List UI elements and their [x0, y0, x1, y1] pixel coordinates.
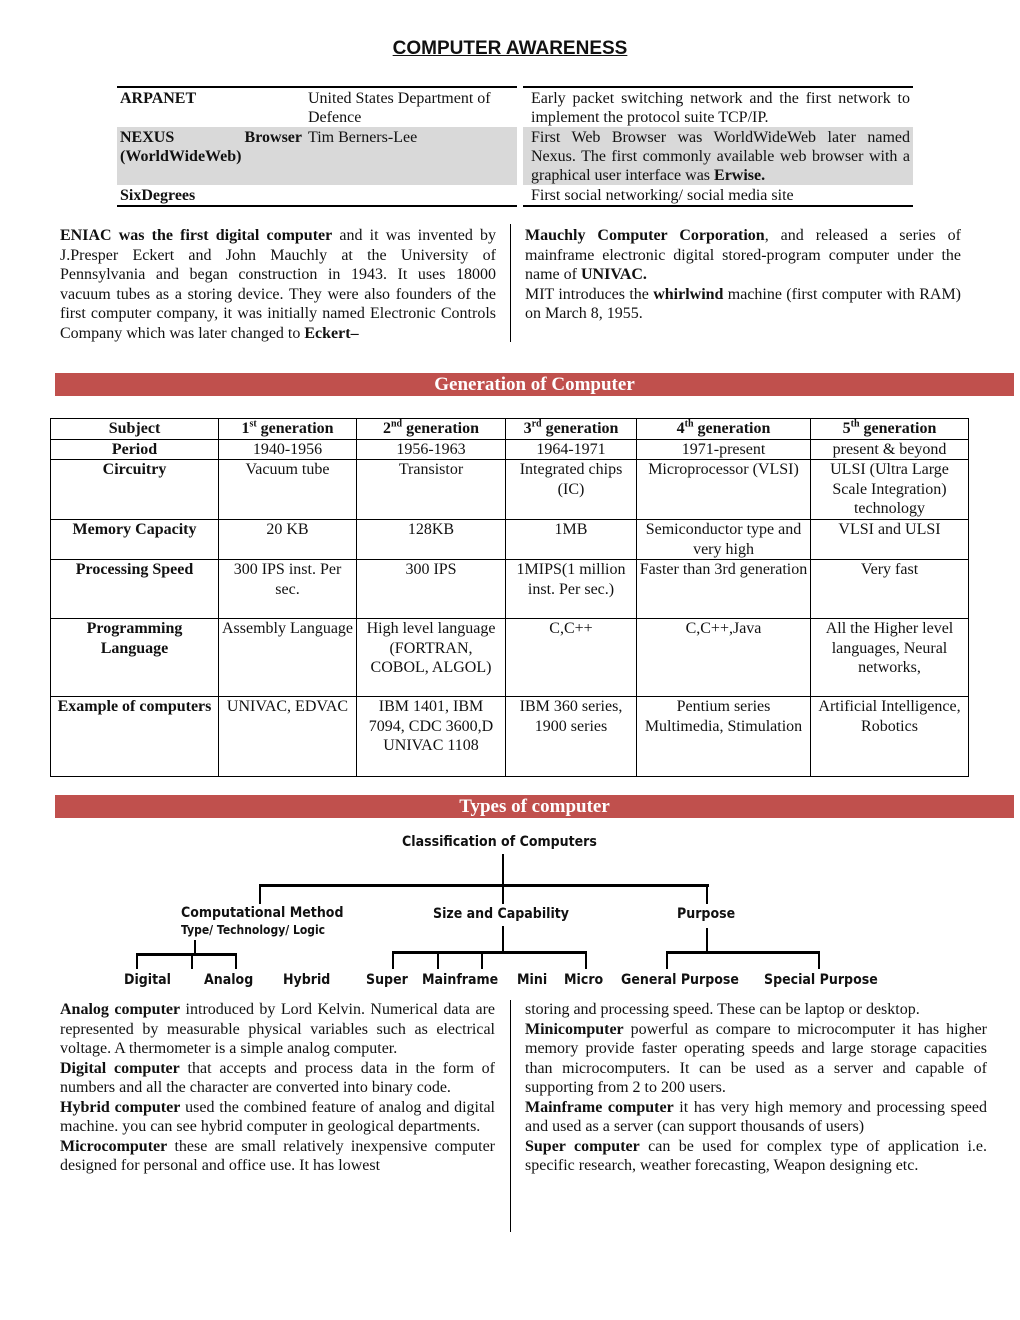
table-cell: 300 IPS inst. Per sec.	[219, 560, 357, 619]
header-label: generation	[693, 420, 771, 437]
column-divider	[510, 1000, 511, 1232]
table-cell: UNIVAC, EDVAC	[219, 697, 357, 777]
header-label: Subject	[108, 420, 161, 437]
connector-line	[136, 953, 138, 969]
table-row	[117, 87, 913, 127]
row-header: Memory Capacity	[51, 520, 219, 560]
connector-line	[502, 884, 504, 904]
table-cell: IBM 360 series, 1900 series	[506, 697, 637, 777]
table-cell: High level language (FORTRAN, COBOL, ALGOL)	[357, 619, 506, 697]
table-cell: Transistor	[357, 460, 506, 520]
connector-line	[136, 953, 237, 956]
ordinal-suffix: nd	[391, 418, 403, 430]
row-header: Period	[51, 439, 219, 460]
table-cell: Microprocessor (VLSI)	[637, 460, 811, 520]
diagram-method: Computational Method	[181, 905, 344, 921]
bold-term: UNIVAC.	[580, 266, 647, 283]
connector-line	[666, 951, 668, 969]
diagram-root: Classification of Computers	[402, 834, 597, 850]
table-row	[51, 439, 969, 460]
diagram-leaf-mainframe: Mainframe	[422, 972, 499, 988]
inventions-table	[117, 86, 913, 207]
table-row	[51, 619, 969, 697]
table-cell: C,C++	[506, 619, 637, 697]
ordinal-suffix: th	[850, 418, 860, 430]
types-left-paragraph	[60, 1000, 495, 1176]
section-header-generation: Generation of Computer	[55, 373, 1014, 396]
diagram-size: Size and Capability	[433, 906, 570, 922]
connector-line	[259, 884, 261, 904]
row-header: Processing Speed	[51, 560, 219, 619]
generations-table	[50, 418, 969, 777]
invention-by: United States Department of Defence	[305, 87, 520, 127]
connector-line	[481, 951, 483, 969]
table-cell: present & beyond	[811, 439, 969, 460]
table-cell: Vacuum tube	[219, 460, 357, 520]
section-header-types: Types of computer	[55, 795, 1014, 818]
header-label: generation	[256, 420, 334, 437]
connector-line	[502, 854, 504, 886]
column-header	[637, 419, 811, 440]
diagram-leaf-mini: Mini	[517, 972, 548, 988]
paragraph-text: that accepts and process data in the form of numbers and all the character are converted into binary code.	[60, 1059, 495, 1096]
header-label: generation	[541, 420, 619, 437]
table-cell: Artificial Intelligence, Robotics	[811, 697, 969, 777]
ordinal-number: 1	[241, 420, 250, 437]
bold-term: Mainframe computer	[525, 1098, 674, 1116]
connector-line	[585, 951, 587, 969]
table-row	[51, 560, 969, 619]
table-cell: 20 KB	[219, 520, 357, 560]
invention-by	[305, 185, 520, 206]
bold-term: ENIAC was the first digital computer	[60, 227, 333, 244]
paragraph-text: storing and processing speed. These can be laptop or desktop.	[525, 1001, 920, 1018]
invention-by: Tim Berners-Lee	[305, 127, 520, 185]
intro-right-paragraph	[525, 226, 961, 324]
diagram-leaf-analog: Analog	[204, 972, 254, 988]
connector-line	[502, 926, 504, 954]
connector-line	[666, 951, 820, 954]
column-header	[219, 419, 357, 440]
diagram-leaf-micro: Micro	[564, 972, 604, 988]
page-title: COMPUTER AWARENESS	[392, 38, 628, 59]
paragraph-text: machine (first computer with RAM) on March 8, 1955.	[525, 285, 961, 322]
ordinal-number: 5	[842, 420, 851, 437]
diagram-leaf-digital: Digital	[124, 972, 171, 988]
table-cell: 1MIPS(1 million inst. Per sec.)	[506, 560, 637, 619]
paragraph-text: , and released a series of mainframe electronic digital stored-program computer under the name of	[525, 227, 961, 283]
bold-term: Digital computer	[60, 1059, 180, 1077]
bold-term: whirlwind	[653, 285, 724, 303]
bold-term: Hybrid computer	[60, 1098, 181, 1116]
invention-name: ARPANET	[120, 90, 197, 107]
diagram-leaf-general-purpose: General Purpose	[621, 972, 739, 988]
table-cell: 300 IPS	[357, 560, 506, 619]
connector-line	[706, 928, 708, 953]
table-cell: Pentium series Multimedia, Stimulation	[637, 697, 811, 777]
table-header-row	[51, 419, 969, 440]
header-label: generation	[859, 420, 937, 437]
invention-desc: First social networking/ social media site	[520, 185, 913, 206]
column-header	[506, 419, 637, 440]
table-cell: C,C++,Java	[637, 619, 811, 697]
header-label: generation	[402, 420, 479, 437]
table-cell: ULSI (Ultra Large Scale Integration) technology	[811, 460, 969, 520]
diagram-leaf-hybrid: Hybrid	[283, 972, 331, 988]
column-divider	[510, 224, 511, 342]
connector-line	[259, 884, 709, 887]
table-row	[117, 127, 913, 185]
paragraph-text: MIT introduces the	[525, 285, 654, 303]
bold-term: Analog computer	[60, 1001, 181, 1018]
diagram-leaf-special-purpose: Special Purpose	[764, 972, 878, 988]
table-cell: 1MB	[506, 520, 637, 560]
invention-name: NEXUS Browser (WorldWideWeb)	[120, 129, 302, 165]
paragraph-text: and it was invented by J.Presper Eckert and John Mauchly at the University of Pennsylvania and began construction in 1943. It uses 18000 vacuum tubes as a storing device. They were also founders of the first computer company, it was initially named Electronic Controls Company which was later changed to	[60, 227, 497, 342]
connector-line	[706, 884, 708, 904]
connector-line	[392, 951, 587, 954]
paragraph-text: introduced by Lord Kelvin. Numerical data are represented by measurable physical variables such as electrical voltage. A thermometer is a simple analog computer.	[60, 1001, 495, 1057]
table-cell: Faster than 3rd generation	[637, 560, 811, 619]
diagram-leaf-super: Super	[366, 972, 408, 988]
column-header	[357, 419, 506, 440]
paragraph-text: these are small relatively inexpensive computer designed for personal and office use. It has lowest	[60, 1137, 495, 1174]
paragraph-text: used the combined feature of analog and digital machine. you can see hybrid computer in geological departments.	[60, 1098, 495, 1135]
bold-term: Eckert–	[304, 324, 359, 342]
connector-line	[191, 953, 193, 969]
table-cell: All the Higher level languages, Neural networks,	[811, 619, 969, 697]
ordinal-number: 2	[383, 420, 391, 437]
row-header: Circuitry	[51, 460, 219, 520]
connector-line	[392, 951, 394, 969]
row-header: Programming Language	[51, 619, 219, 697]
column-header	[51, 419, 219, 440]
bold-term: Mauchly Computer Corporation	[525, 227, 765, 244]
column-header	[811, 419, 969, 440]
paragraph-text: it has very high memory and processing speed and used as a server (can support thousands of users)	[525, 1098, 988, 1135]
bold-term: Microcomputer	[60, 1137, 168, 1155]
ordinal-suffix: st	[249, 418, 257, 430]
invention-name: SixDegrees	[120, 187, 196, 204]
diagram-purpose: Purpose	[677, 906, 736, 922]
table-row	[51, 697, 969, 777]
paragraph-text: powerful as compare to microcomputer it has higher memory provide faster operating speeds and large storage capacities than microcomputers. It can be used as a server and capable of supporting from 2 to 200 users.	[525, 1020, 987, 1096]
bold-term: Minicomputer	[525, 1020, 624, 1038]
table-cell: 1971-present	[637, 439, 811, 460]
intro-left-paragraph	[60, 226, 496, 343]
table-cell: Assembly Language	[219, 619, 357, 697]
ordinal-number: 3	[523, 420, 532, 437]
table-cell: 1964-1971	[506, 439, 637, 460]
table-row	[117, 185, 913, 206]
invention-desc: First Web Browser was WorldWideWeb later named Nexus. The first commonly available web browser with a graphical user interface was	[531, 129, 910, 184]
row-header: Example of computers	[51, 697, 219, 777]
connector-line	[235, 953, 237, 969]
table-cell: Integrated chips (IC)	[506, 460, 637, 520]
invention-desc: Early packet switching network and the first network to implement the protocol suite TCP/IP.	[520, 87, 913, 127]
table-cell: 128KB	[357, 520, 506, 560]
table-cell: IBM 1401, IBM 7094, CDC 3600,D UNIVAC 1108	[357, 697, 506, 777]
diagram-method-sub: Type/ Technology/ Logic	[181, 923, 326, 937]
table-cell: 1956-1963	[357, 439, 506, 460]
table-row	[51, 460, 969, 520]
table-cell: Very fast	[811, 560, 969, 619]
ordinal-suffix: th	[684, 418, 694, 430]
ordinal-suffix: rd	[531, 418, 542, 430]
table-cell: Semiconductor type and very high	[637, 520, 811, 560]
connector-line	[818, 951, 820, 969]
ordinal-number: 4	[676, 420, 685, 437]
connector-line	[437, 951, 439, 969]
table-cell: 1940-1956	[219, 439, 357, 460]
bold-term: Super computer	[525, 1137, 640, 1155]
types-right-paragraph	[525, 1000, 987, 1176]
table-row	[51, 520, 969, 560]
invention-desc-bold: Erwise.	[714, 167, 766, 184]
table-cell: VLSI and ULSI	[811, 520, 969, 560]
paragraph-text: can be used for complex type of application i.e. specific research, weather forecasting, Weapon designing etc.	[525, 1137, 988, 1174]
